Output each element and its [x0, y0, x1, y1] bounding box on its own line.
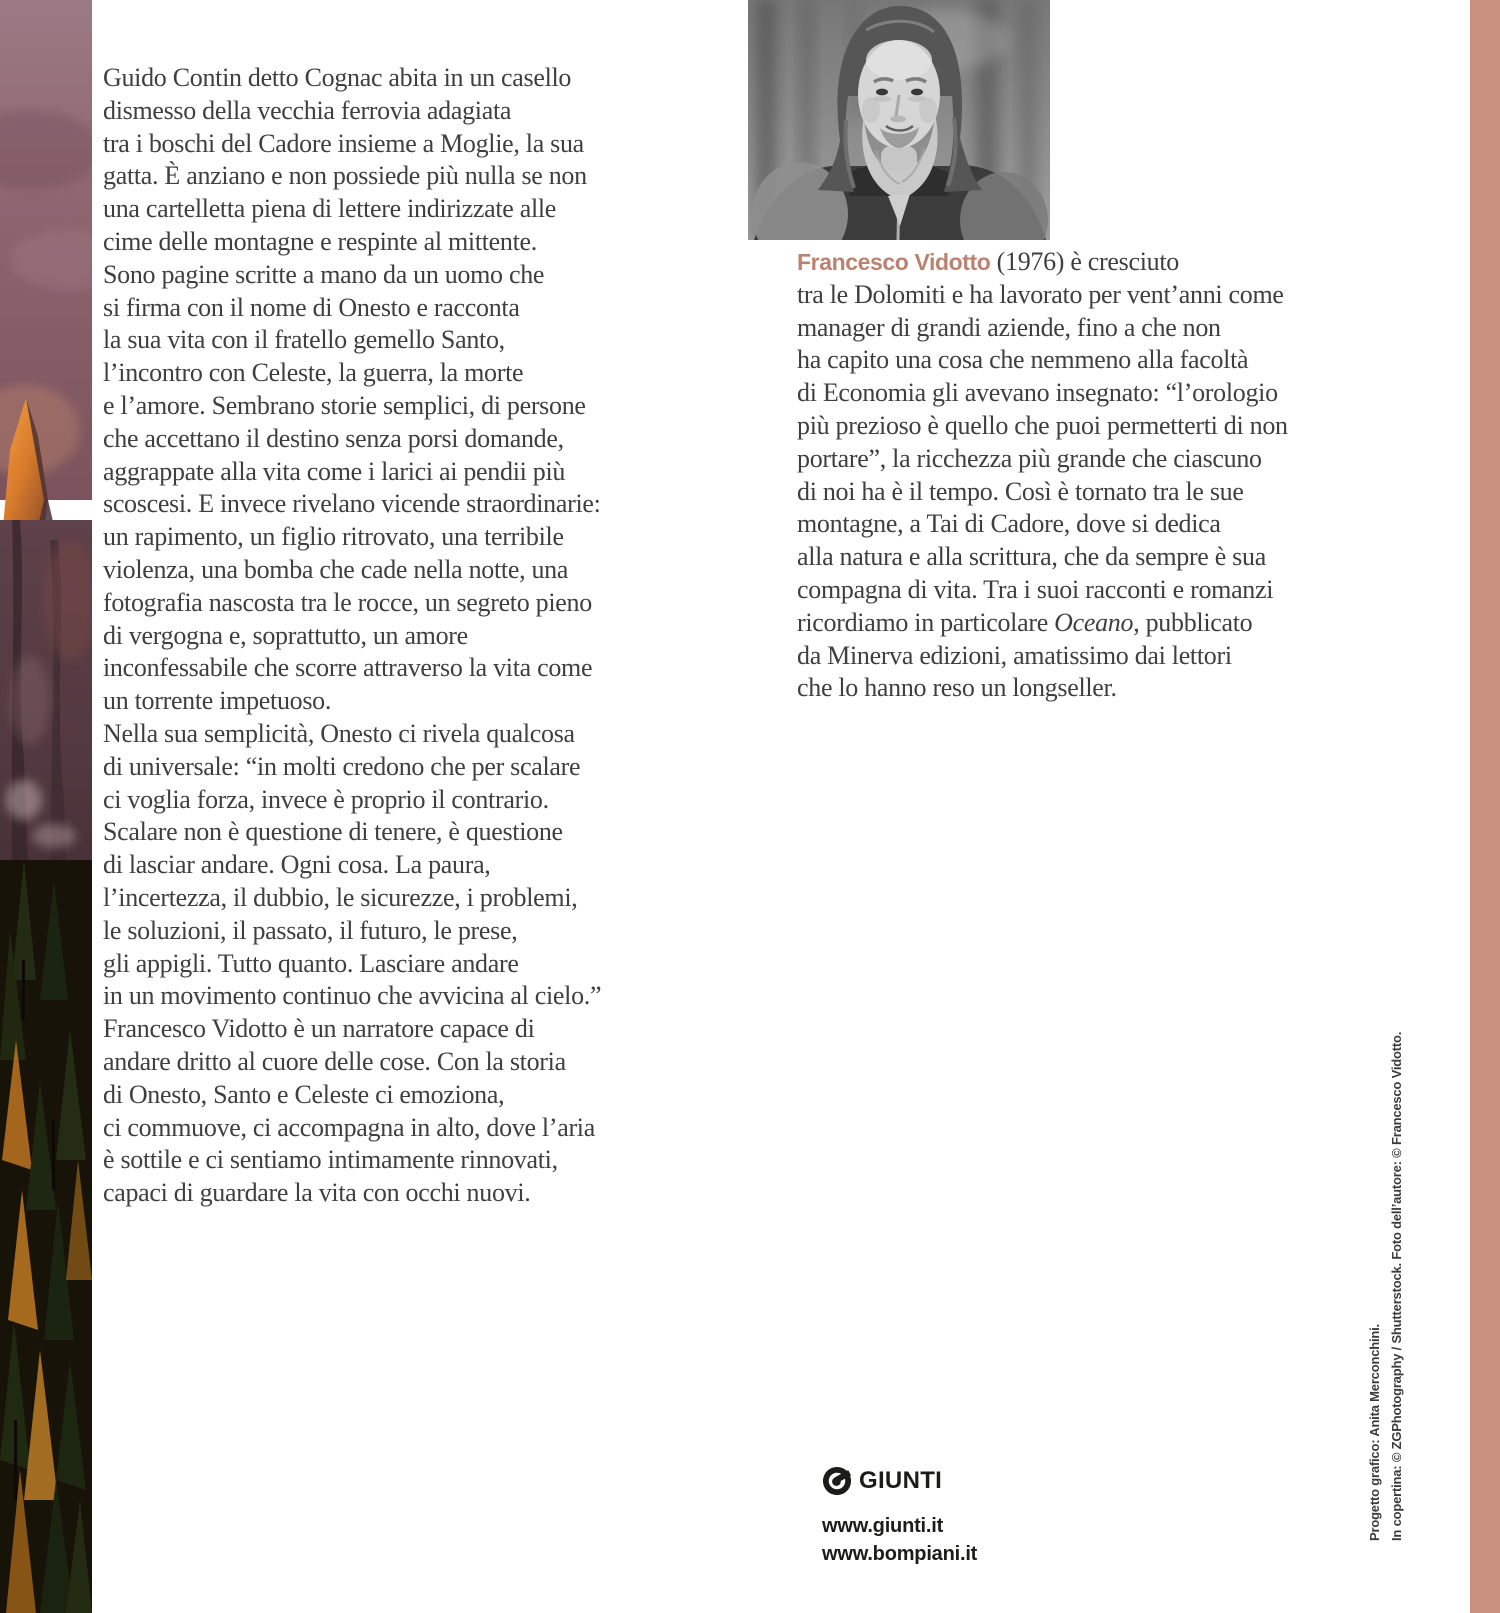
text-segment: Oceano: [1054, 607, 1134, 637]
author-name-accent: Francesco Vidotto: [797, 249, 991, 275]
text-line: tra le Dolomiti e ha lavorato per vent’anni come: [797, 279, 1284, 309]
text-line: più prezioso è quello che puoi permetterti di non: [797, 410, 1288, 440]
publisher-logo-text: GIUNTI: [859, 1467, 943, 1494]
text-line: alla natura e alla scrittura, che da sempre è sua: [797, 542, 1266, 572]
credit-line-graphic-design: Progetto grafico: Anita Merconchini.: [1367, 1324, 1382, 1541]
cover-photo-strip: [0, 0, 92, 1613]
text-line: ha capito una cosa che nemmeno alla facoltà: [797, 345, 1249, 375]
text-line: tra i boschi del Cadore insieme a Moglie, la sua: [103, 128, 584, 158]
flap-description-column: [103, 62, 601, 1210]
text-line: ci voglia forza, invece è proprio il contrario.: [103, 784, 549, 814]
text-line: gli appigli. Tutto quanto. Lasciare andare: [103, 948, 519, 978]
text-line: Sono pagine scritte a mano da un uomo che: [103, 259, 545, 289]
giunti-logo-icon: [822, 1466, 852, 1496]
text-line: capaci di guardare la vita con occhi nuovi.: [103, 1178, 531, 1208]
text-line: Scalare non è questione di tenere, è questione: [103, 817, 563, 847]
text-line: un torrente impetuoso.: [103, 686, 332, 716]
text-line: andare dritto al cuore delle cose. Con la storia: [103, 1046, 566, 1076]
text-line: di Onesto, Santo e Celeste ci emoziona,: [103, 1079, 505, 1109]
text-line: di Economia gli avevano insegnato: “l’orologio: [797, 378, 1278, 408]
text-segment: ricordiamo in particolare: [797, 607, 1055, 637]
text-line: fotografia nascosta tra le rocce, un segreto pieno: [103, 587, 592, 617]
text-line: aggrappate alla vita come i larici ai pendii più: [103, 456, 566, 486]
text-line: di lasciar andare. Ogni cosa. La paura,: [103, 850, 491, 880]
text-line: e l’amore. Sembrano storie semplici, di persone: [103, 390, 586, 420]
text-line: si firma con il nome di Onesto e racconta: [103, 292, 520, 322]
author-portrait-bw-photo: [748, 0, 1050, 240]
salmon-accent-strip: [1470, 0, 1500, 1613]
text-line: l’incertezza, il dubbio, le sicurezze, i problemi,: [103, 882, 578, 912]
credit-line-cover-photo: In copertina: © ZGPhotography / Shutterstock. Foto dell’autore: © Francesco Vidotto.: [1389, 1031, 1404, 1541]
text-line: una cartelletta piena di lettere indirizzate alle: [103, 194, 557, 224]
url-bompiani: www.bompiani.it: [822, 1543, 978, 1565]
url-giunti: www.giunti.it: [822, 1515, 944, 1537]
text-line: [797, 607, 1288, 640]
text-line: inconfessabile che scorre attraverso la vita come: [103, 653, 593, 683]
text-line: violenza, una bomba che cade nella notte, una: [103, 554, 569, 584]
text-line: di universale: “in molti credono che per scalare: [103, 751, 581, 781]
text-line: la sua vita con il fratello gemello Santo,: [103, 325, 505, 355]
text-line: Nella sua semplicità, Onesto ci rivela qualcosa: [103, 718, 575, 748]
text-line: compagna di vita. Tra i suoi racconti e romanzi: [797, 574, 1274, 604]
text-line: Francesco Vidotto è un narratore capace di: [103, 1014, 535, 1044]
text-line: Guido Contin detto Cognac abita in un casello: [103, 63, 572, 92]
text-line: [797, 246, 1288, 279]
text-segment: , pubblicato: [1133, 607, 1253, 637]
text-line: di noi ha è il tempo. Così è tornato tra le sue: [797, 476, 1244, 506]
text-line: ci commuove, ci accompagna in alto, dove l’aria: [103, 1112, 595, 1142]
giunti-logo: [822, 1466, 977, 1496]
text-line: l’incontro con Celeste, la guerra, la morte: [103, 358, 524, 388]
text-line: portare”, la ricchezza più grande che ciascuno: [797, 443, 1262, 473]
text-line: manager di grandi aziende, fino a che non: [797, 312, 1221, 342]
text-line: gatta. È anziano e non possiede più nulla se non: [103, 161, 587, 191]
text-line: in un movimento continuo che avvicina al cielo.”: [103, 981, 602, 1011]
mountain-sunset-photo: [0, 0, 92, 1613]
text-line: che lo hanno reso un longseller.: [797, 673, 1117, 703]
text-line: cime delle montagne e respinte al mittente.: [103, 226, 537, 256]
text-line: è sottile e ci sentiamo intimamente rinnovati,: [103, 1145, 558, 1175]
publisher-urls: [822, 1512, 977, 1568]
text-line: da Minerva edizioni, amatissimo dai lettori: [797, 640, 1232, 670]
text-line: scoscesi. E invece rivelano vicende straordinarie:: [103, 489, 601, 519]
text-segment: (1976) è cresciuto: [990, 247, 1179, 276]
author-bio-column: [797, 246, 1288, 705]
text-line: di vergogna e, soprattutto, un amore: [103, 620, 468, 650]
text-line: dismesso della vecchia ferrovia adagiata: [103, 95, 512, 125]
author-photo: [748, 0, 1050, 240]
text-line: montagne, a Tai di Cadore, dove si dedica: [797, 509, 1221, 539]
text-line: le soluzioni, il passato, il futuro, le prese,: [103, 915, 518, 945]
text-line: che accettano il destino senza porsi domande,: [103, 423, 564, 453]
publisher-block: [822, 1466, 977, 1568]
text-line: un rapimento, un figlio ritrovato, una terribile: [103, 522, 564, 552]
